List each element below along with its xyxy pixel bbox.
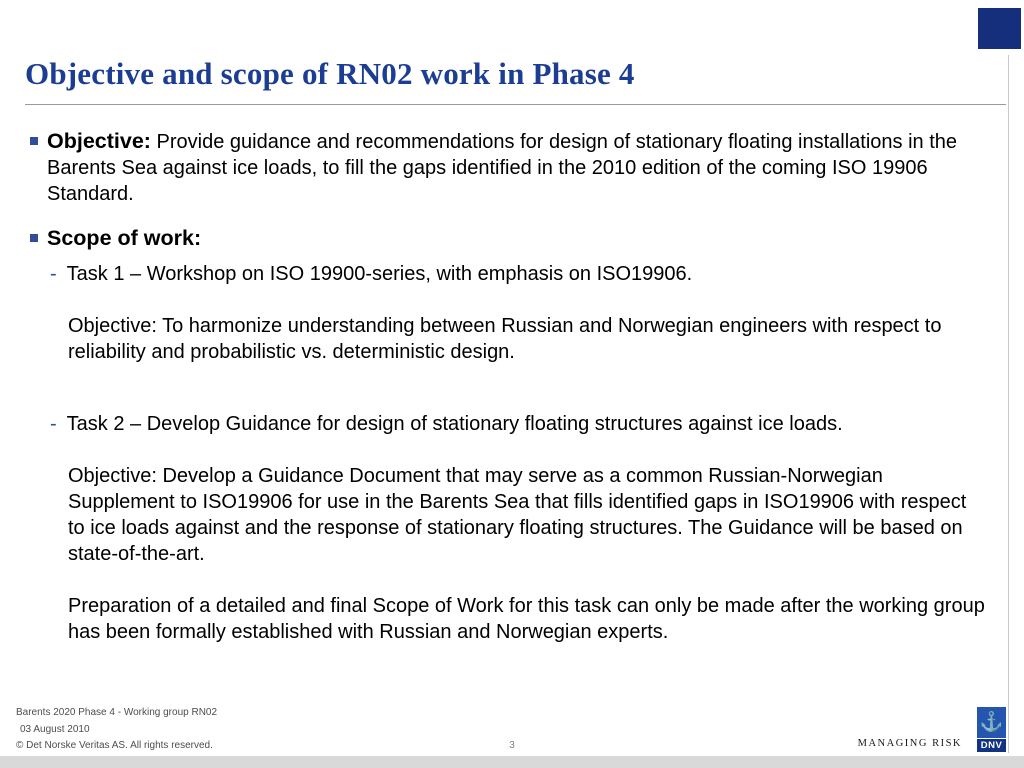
task-2-text: Task 2 – Develop Guidance for design of stationary floating structures against ice loads.: [66, 413, 843, 435]
objective-lead: Objective:: [47, 129, 151, 153]
task-2-objective: Objective: Develop a Guidance Document that may serve as a common Russian-Norwegian Supplement to ISO19906 for use in the Barents Sea that fills identified gaps in ISO19906 with respect to ice loads against and the response of stationary floating structures. The Guidance will be based on state-of-the-art.: [68, 465, 967, 565]
bullet-objective: [30, 128, 988, 207]
objective-paragraph: [47, 128, 988, 207]
task-1-item: [50, 261, 988, 287]
dnv-logo: [977, 707, 1006, 752]
dash-bullet-icon: -: [50, 413, 57, 435]
task-1-text: Task 1 – Workshop on ISO 19900-series, with emphasis on ISO19906.: [66, 263, 693, 285]
task-1-objective: Objective: To harmonize understanding between Russian and Norwegian engineers with respect to reliability and probabilistic vs. deterministic design.: [68, 315, 942, 363]
scope-lead: Scope of work:: [47, 226, 202, 250]
footer-project-line: Barents 2020 Phase 4 - Working group RN02: [16, 707, 218, 718]
anchor-icon: ⚓: [977, 707, 1006, 738]
page-number: 3: [509, 740, 515, 751]
bullet-scope: [30, 225, 988, 251]
right-edge-rule: [1008, 55, 1009, 753]
bottom-strip: [0, 756, 1024, 768]
square-bullet-icon: [30, 137, 38, 145]
task-2-note: Preparation of a detailed and final Scope of Work for this task can only be made after the working group has been formally established with Russian and Norwegian experts.: [68, 595, 985, 643]
dnv-logo-text: DNV: [977, 739, 1006, 752]
footer-copyright: © Det Norske Veritas AS. All rights reserved.: [16, 740, 213, 751]
slide-body: [30, 128, 988, 645]
dash-bullet-icon: -: [50, 263, 57, 285]
managing-risk-tagline: MANAGING RISK: [857, 738, 962, 749]
brand-corner-square: [978, 8, 1021, 49]
objective-text: Provide guidance and recommendations for design of stationary floating installations in the Barents Sea against ice loads, to fill the gaps identified in the 2010 edition of the coming ISO 19906 Standard.: [47, 131, 957, 205]
page-title: Objective and scope of RN02 work in Phase 4: [25, 56, 635, 91]
task-2-item: [50, 411, 988, 437]
title-divider: [25, 104, 1006, 105]
footer-date: 03 August 2010: [20, 724, 90, 735]
square-bullet-icon: [30, 234, 38, 242]
